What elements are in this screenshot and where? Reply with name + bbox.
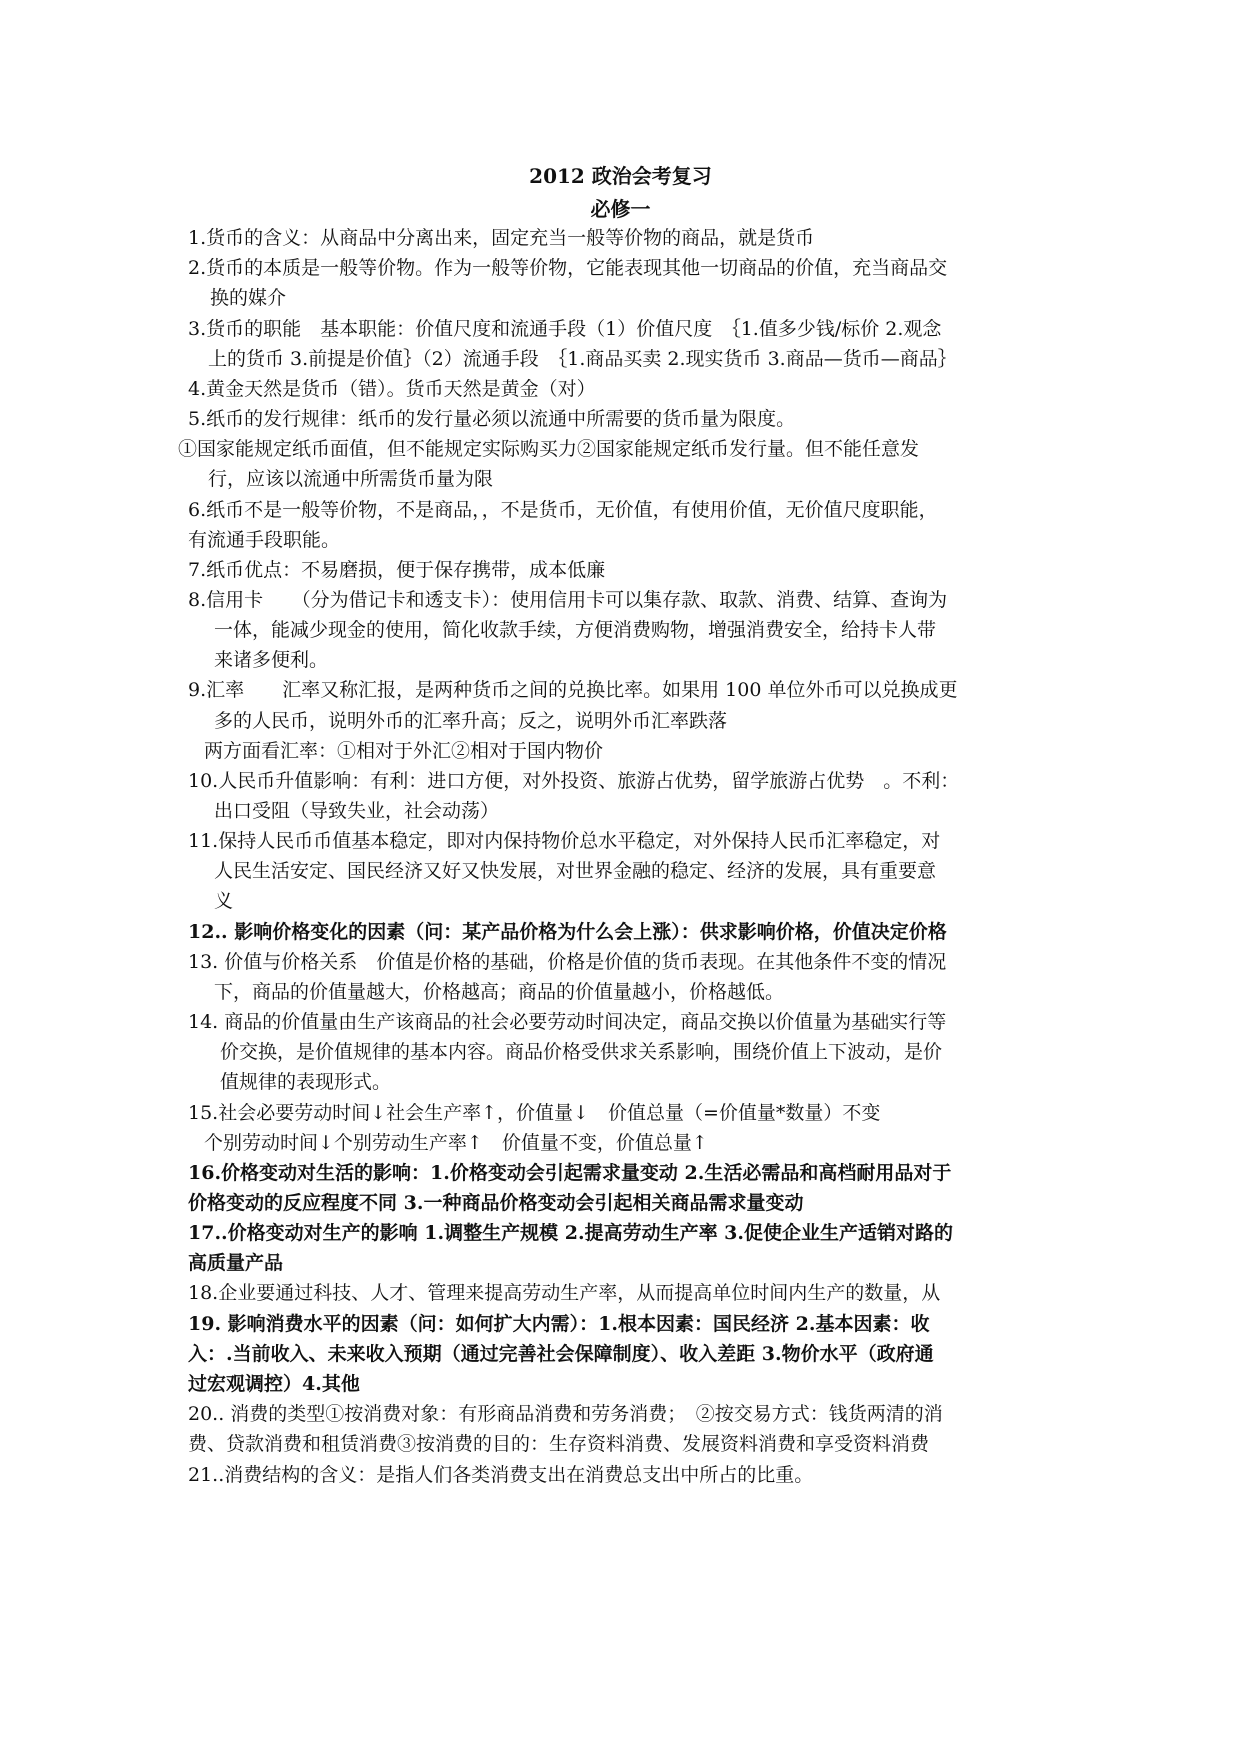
text-line: 21..消费结构的含义：是指人们各类消费支出在消费总支出中所占的比重。 [188, 1464, 814, 1486]
text-line: 行，应该以流通中所需货币量为限 [208, 468, 494, 490]
text-line: 出口受阻（导致失业，社会动荡） [214, 800, 500, 822]
text-line: 13. 价值与价格关系 价值是价格的基础，价格是价值的货币表现。在其他条件不变的情况 [188, 951, 947, 973]
text-line: 1.货币的含义：从商品中分离出来，固定充当一般等价物的商品，就是货币 [188, 227, 815, 249]
text-line: 多的人民币，说明外币的汇率升高；反之，说明外币汇率跌落 [214, 710, 728, 732]
text-line: 人民生活安定、国民经济又好又快发展，对世界金融的稳定、经济的发展，具有重要意 [214, 860, 937, 882]
text-line: 8.信用卡 （分为借记卡和透支卡）：使用信用卡可以集存款、取款、消费、结算、查询为 [188, 589, 948, 611]
text-line: 5.纸币的发行规律：纸币的发行量必须以流通中所需要的货币量为限度。 [188, 408, 796, 430]
text-line: 7.纸币优点：不易磨损，便于保存携带，成本低廉 [188, 559, 606, 581]
document-subtitle: 必修一 [590, 197, 651, 221]
text-line: 上的货币 3.前提是价值｝（2）流通手段 ｛1.商品买卖 2.现实货币 3.商品—货币—商品｝ [208, 348, 957, 370]
text-line: 17..价格变动对生产的影响 1.调整生产规模 2.提高劳动生产率 3.促使企业生产适销对路的 [188, 1222, 954, 1244]
text-line: 20.. 消费的类型①按消费对象：有形商品消费和劳务消费； ②按交易方式：钱货两清的消 [188, 1403, 943, 1425]
text-line: ①国家能规定纸币面值，但不能规定实际购买力②国家能规定纸币发行量。但不能任意发 [178, 438, 920, 460]
text-line: 4.黄金天然是货币（错）。货币天然是黄金（对） [188, 378, 596, 400]
text-line: 2.货币的本质是一般等价物。作为一般等价物，它能表现其他一切商品的价值，充当商品交 [188, 257, 948, 279]
text-line: 6.纸币不是一般等价物，不是商品，，不是货币，无价值，有使用价值，无价值尺度职能， [188, 499, 938, 521]
text-line: 18.企业要通过科技、人才、管理来提高劳动生产率，从而提高单位时间内生产的数量，从 [188, 1282, 941, 1304]
text-line: 15.社会必要劳动时间↓社会生产率↑，价值量↓ 价值总量（=价值量*数量）不变 [188, 1102, 881, 1124]
text-line: 价交换，是价值规律的基本内容。商品价格受供求关系影响，围绕价值上下波动，是价 [220, 1041, 943, 1063]
text-line: 16.价格变动对生活的影响：1.价格变动会引起需求量变动 2.生活必需品和高档耐用品对于 [188, 1162, 952, 1184]
text-line: 19. 影响消费水平的因素（问：如何扩大内需）：1.根本因素：国民经济 2.基本因素：收 [188, 1313, 930, 1335]
text-line: 9.汇率 汇率又称汇报，是两种货币之间的兑换比率。如果用 100 单位外币可以兑换成更 [188, 679, 958, 701]
text-line: 过宏观调控）4.其他 [188, 1373, 360, 1395]
text-line: 有流通手段职能。 [188, 529, 341, 551]
text-line: 高质量产品 [188, 1252, 284, 1274]
document-title: 2012 政治会考复习 [529, 164, 712, 188]
text-line: 来诸多便利。 [214, 649, 329, 671]
text-line: 14. 商品的价值量由生产该商品的社会必要劳动时间决定，商品交换以价值量为基础实行等 [188, 1011, 947, 1033]
text-line: 11.保持人民币币值基本稳定，即对内保持物价总水平稳定，对外保持人民币汇率稳定，对 [188, 830, 941, 852]
text-line: 3.货币的职能 基本职能：价值尺度和流通手段（1）价值尺度 ｛1.值多少钱/标价 2.观念 [188, 318, 942, 340]
text-line: 价格变动的反应程度不同 3.一种商品价格变动会引起相关商品需求量变动 [188, 1192, 804, 1214]
text-line: 个别劳动时间↓个别劳动生产率↑ 价值量不变，价值总量↑ [204, 1132, 708, 1154]
text-line: 12.. 影响价格变化的因素（问：某产品价格为什么会上涨）：供求影响价格，价值决定价格 [188, 921, 947, 943]
text-line: 换的媒介 [210, 287, 287, 309]
text-line: 义 [214, 890, 234, 912]
text-line: 10.人民币升值影响：有利：进口方便，对外投资、旅游占优势，留学旅游占优势 。不利： [188, 770, 960, 792]
text-line: 两方面看汇率：①相对于外汇②相对于国内物价 [204, 740, 604, 762]
text-line: 下，商品的价值量越大，价格越高；商品的价值量越小，价格越低。 [214, 981, 785, 1003]
text-line: 入：.当前收入、未来收入预期（通过完善社会保障制度）、收入差距 3.物价水平（政府通 [188, 1343, 934, 1365]
text-line: 费、贷款消费和租赁消费③按消费的目的：生存资料消费、发展资料消费和享受资料消费 [188, 1433, 930, 1455]
text-line: 一体，能减少现金的使用，简化收款手续，方便消费购物，增强消费安全，给持卡人带 [214, 619, 937, 641]
text-line: 值规律的表现形式。 [220, 1071, 392, 1093]
